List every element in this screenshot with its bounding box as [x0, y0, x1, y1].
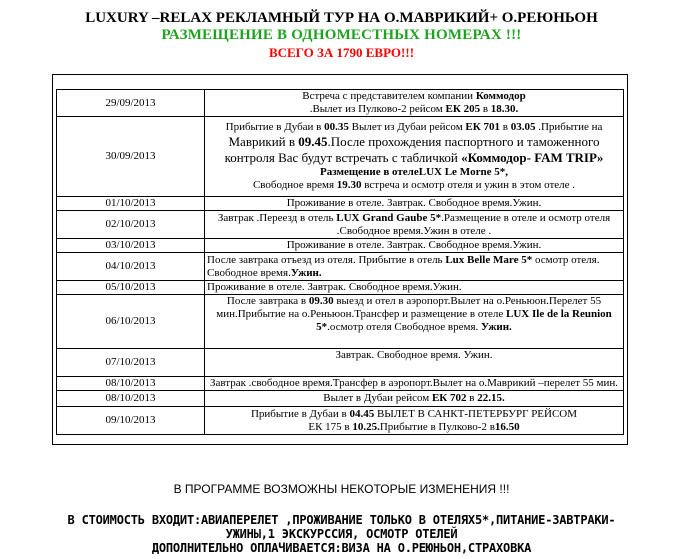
table-row: [57, 197, 624, 211]
desc-text: .Свободное время.Ужин в отеле .: [336, 224, 492, 237]
table-row: [57, 117, 624, 197]
row-date: 30/09/2013: [57, 117, 205, 197]
row-description: Прибытие в Дубаи в 00.35 Вылет из Дубаи рейсом ЕК 701 в 03.05 .Прибытие на Маврикий в 09.45.После прохождения паспортного и таможенного контроля Вас будут встречать с табличкой «Коммодор- FAM TRIP» Размещение в отелеLUX Le Morne 5*, Свободное время 19.30 встреча и осмотр отеля и ужин в этом отеле .: [205, 117, 624, 197]
table-row: [57, 90, 624, 117]
changes-note: В ПРОГРАММЕ ВОЗМОЖНЫ НЕКОТОРЫЕ ИЗМЕНЕНИЯ !!!: [173, 482, 510, 496]
included-line-1: В СТОИМОСТЬ ВХОДИТ:АВИАПЕРЕЛЕТ ,ПРОЖИВАНИЕ ТОЛЬКО В ОТЕЛЯХ5*,ПИТАНИЕ-ЗАВТРАКИ-: [67, 513, 616, 527]
desc-text: После завтрака отъезд из отеля. Прибытие в отель: [207, 253, 446, 266]
row-date: 08/10/2013: [57, 377, 205, 391]
row-description: Проживание в отеле. Завтрак. Свободное время.Ужин.: [205, 281, 624, 295]
accommodation-subtitle: РАЗМЕЩЕНИЕ В ОДНОМЕСТНЫХ НОМЕРАХ !!!: [161, 27, 522, 43]
desc-text: ЕК 175 в: [308, 420, 353, 433]
desc-text: ЕК 701: [465, 121, 500, 133]
desc-text: .Вылет из Пулково-2 рейсом: [309, 103, 446, 115]
desc-text: 09.30: [308, 295, 334, 307]
row-description: [205, 253, 624, 281]
row-date: 09/10/2013: [57, 407, 205, 435]
table-row: [57, 295, 624, 349]
table-row: [57, 377, 624, 391]
desc-text: Ужин.: [481, 321, 512, 333]
row-date: 07/10/2013: [57, 349, 205, 377]
desc-text: Завтрак .Переезд в отель: [217, 211, 337, 224]
desc-text: Прибытие в Дубаи в: [250, 407, 350, 420]
row-date: 04/10/2013: [57, 253, 205, 281]
row-date: 06/10/2013: [57, 295, 205, 349]
desc-text: 19.30: [336, 179, 362, 191]
desc-text: 10.25.: [352, 420, 380, 433]
row-description: Завтрак. Свободное время. Ужин.: [205, 349, 624, 377]
desc-text: Размещение в отеле: [320, 166, 419, 178]
desc-text: осмотр отеля.: [532, 253, 600, 266]
desc-text: Прибытие в Дубаи в: [225, 121, 325, 133]
desc-text: Свободное время: [252, 179, 337, 191]
row-description: Завтрак .свободное время.Трансфер в аэропорт.Вылет на о.Маврикий –перелет 55 мин.: [205, 377, 624, 391]
desc-text: в: [480, 103, 491, 115]
tour-title: LUXURY –RELAX РЕКЛАМНЫЙ ТУР НА О.МАВРИКИЙ+ О.РЕЮНЬОН: [85, 10, 598, 26]
row-date: 01/10/2013: [57, 197, 205, 211]
desc-text: ЕК 702: [431, 392, 467, 404]
desc-text: 09.45: [298, 134, 328, 149]
row-description: Проживание в отеле. Завтрак. Свободное время.Ужин.: [205, 239, 624, 253]
desc-text: встреча и осмотр отеля и ужин в этом отеле .: [361, 179, 576, 191]
desc-text: Ужин.: [290, 266, 322, 279]
row-date: 08/10/2013: [57, 391, 205, 407]
row-description: [205, 407, 624, 435]
desc-text: 5*: [316, 321, 328, 333]
row-description: Проживание в отеле. Завтрак. Свободное время.Ужин.: [205, 197, 624, 211]
table-row: [57, 349, 624, 377]
desc-text: выезд и отел в аэропорт.Вылет на о.Реньюон.Перелет 55: [333, 295, 602, 307]
row-description: [205, 90, 624, 117]
hotel-name: LUX Le Morne 5*: [418, 166, 506, 178]
hotel-name: Lux Belle Mare 5*: [445, 253, 533, 266]
row-date: 29/09/2013: [57, 90, 205, 117]
desc-text: контроля Вас будут встречать с табличкой: [224, 150, 462, 165]
desc-text: Встреча с представителем компании: [302, 90, 476, 102]
row-description: [205, 211, 624, 239]
table-row: [57, 239, 624, 253]
desc-text: 22.15.: [477, 392, 505, 404]
desc-text: в: [466, 392, 478, 404]
row-description: [205, 391, 624, 407]
desc-text: .осмотр отеля Свободное время.: [327, 321, 482, 333]
price-subtitle: ВСЕГО ЗА 1790 ЕВРО!!!: [268, 45, 415, 60]
extra-payment-line: ДОПОЛНИТЕЛЬНО ОПЛАЧИВАЕТСЯ:ВИЗА НА О.РЕЮНЬОН,СТРАХОВКА: [151, 541, 532, 555]
desc-text: 03.05: [510, 121, 536, 133]
desc-text: ВЫЛЕТ В САНКТ-ПЕТЕРБУРГ РЕЙСОМ: [374, 407, 578, 420]
desc-text: После завтрака в: [226, 295, 309, 307]
desc-text: .Прибытие на: [535, 121, 603, 133]
table-row: [57, 281, 624, 295]
desc-text: Коммодор: [475, 90, 526, 102]
desc-text: мин.Прибытие на о.Реньюон.Трансфер и размещение в отеле: [216, 308, 507, 320]
desc-text: 18.30.: [490, 103, 519, 115]
row-date: 02/10/2013: [57, 211, 205, 239]
desc-text: 00.35: [324, 121, 349, 133]
desc-text: «Коммодор- FAM TRIP»: [461, 150, 604, 165]
desc-text: 04.45: [349, 407, 375, 420]
desc-text: ЕК 205: [445, 103, 481, 115]
hotel-name: LUX Ile de la Reunion: [506, 308, 612, 320]
desc-text: 16.50: [494, 420, 520, 433]
table-row: [57, 407, 624, 435]
desc-text: Маврикий в: [228, 134, 299, 149]
row-date: 03/10/2013: [57, 239, 205, 253]
desc-text: Прибытие в Пулково-2 в: [379, 420, 495, 433]
table-row: [57, 211, 624, 239]
desc-text: .Размещение в отеле и осмотр отеля: [441, 211, 611, 224]
row-description: [205, 295, 624, 349]
schedule-table: [56, 89, 624, 435]
desc-text: .После прохождения паспортного и таможенного: [327, 134, 600, 149]
table-row: [57, 391, 624, 407]
hotel-name: LUX Grand Gaube 5*: [336, 211, 442, 224]
row-date: 05/10/2013: [57, 281, 205, 295]
desc-text: Свободное время.: [207, 266, 291, 279]
included-line-2: УЖИНЫ,1 ЭКСКУРССИЯ, ОСМОТР ОТЕЛЕЙ: [225, 527, 458, 541]
desc-text: Вылет в Дубаи рейсом: [323, 392, 432, 404]
price-conditions: [0, 513, 683, 555]
document-header: [0, 10, 683, 61]
desc-text: Вылет из Дубаи рейсом: [348, 121, 466, 133]
table-row: [57, 253, 624, 281]
desc-text: в: [499, 121, 511, 133]
